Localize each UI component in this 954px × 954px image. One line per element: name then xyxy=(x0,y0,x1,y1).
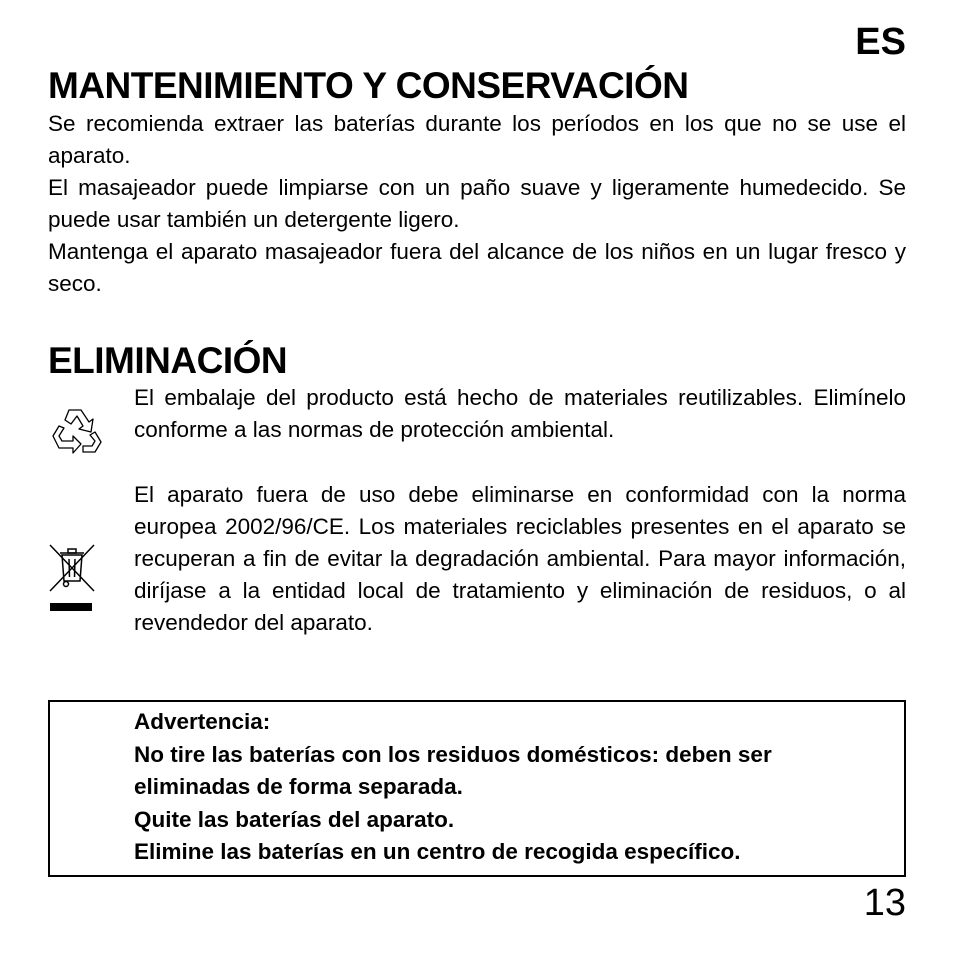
disposal-title: ELIMINACIÓN xyxy=(48,340,288,381)
recycle-icon xyxy=(45,402,107,464)
maintenance-paragraph-1: Se recomienda extraer las baterías durante los períodos en los que no se use el aparato. xyxy=(48,111,906,168)
page-number: 13 xyxy=(863,882,906,924)
packaging-text: El embalaje del producto está hecho de materiales reutilizables. Elimínelo conforme a las normas de protección ambiental. xyxy=(134,385,906,442)
warning-heading: Advertencia: xyxy=(134,709,271,734)
warning-line: No tire las baterías con los residuos domésticos: deben ser xyxy=(134,741,772,767)
device-disposal-text: El aparato fuera de uso debe eliminarse en conformidad con la norma europea 2002/96/CE. Los materiales reciclables presentes en el aparato se recuperan a fin de evitar la degradación ambiental. Para mayor información, diríjase a la entidad local de tratamiento y eliminación de residuos, o al revendedor del aparato. xyxy=(134,482,906,635)
language-code: ES xyxy=(855,21,906,63)
warning-line: Quite las baterías del aparato. xyxy=(134,806,455,832)
warning-text xyxy=(134,706,900,869)
maintenance-paragraph-2: El masajeador puede limpiarse con un paño suave y ligeramente humedecido. Se puede usar también un detergente ligero. xyxy=(48,175,906,232)
maintenance-title: MANTENIMIENTO Y CONSERVACIÓN xyxy=(48,65,689,106)
warning-line: Elimine las baterías en un centro de recogida específico. xyxy=(134,839,741,864)
maintenance-paragraph-3: Mantenga el aparato masajeador fuera del alcance de los niños en un lugar fresco y seco. xyxy=(48,239,906,296)
warning-line: eliminadas de forma separada. xyxy=(134,774,463,799)
crossed-bin-icon xyxy=(47,543,97,615)
